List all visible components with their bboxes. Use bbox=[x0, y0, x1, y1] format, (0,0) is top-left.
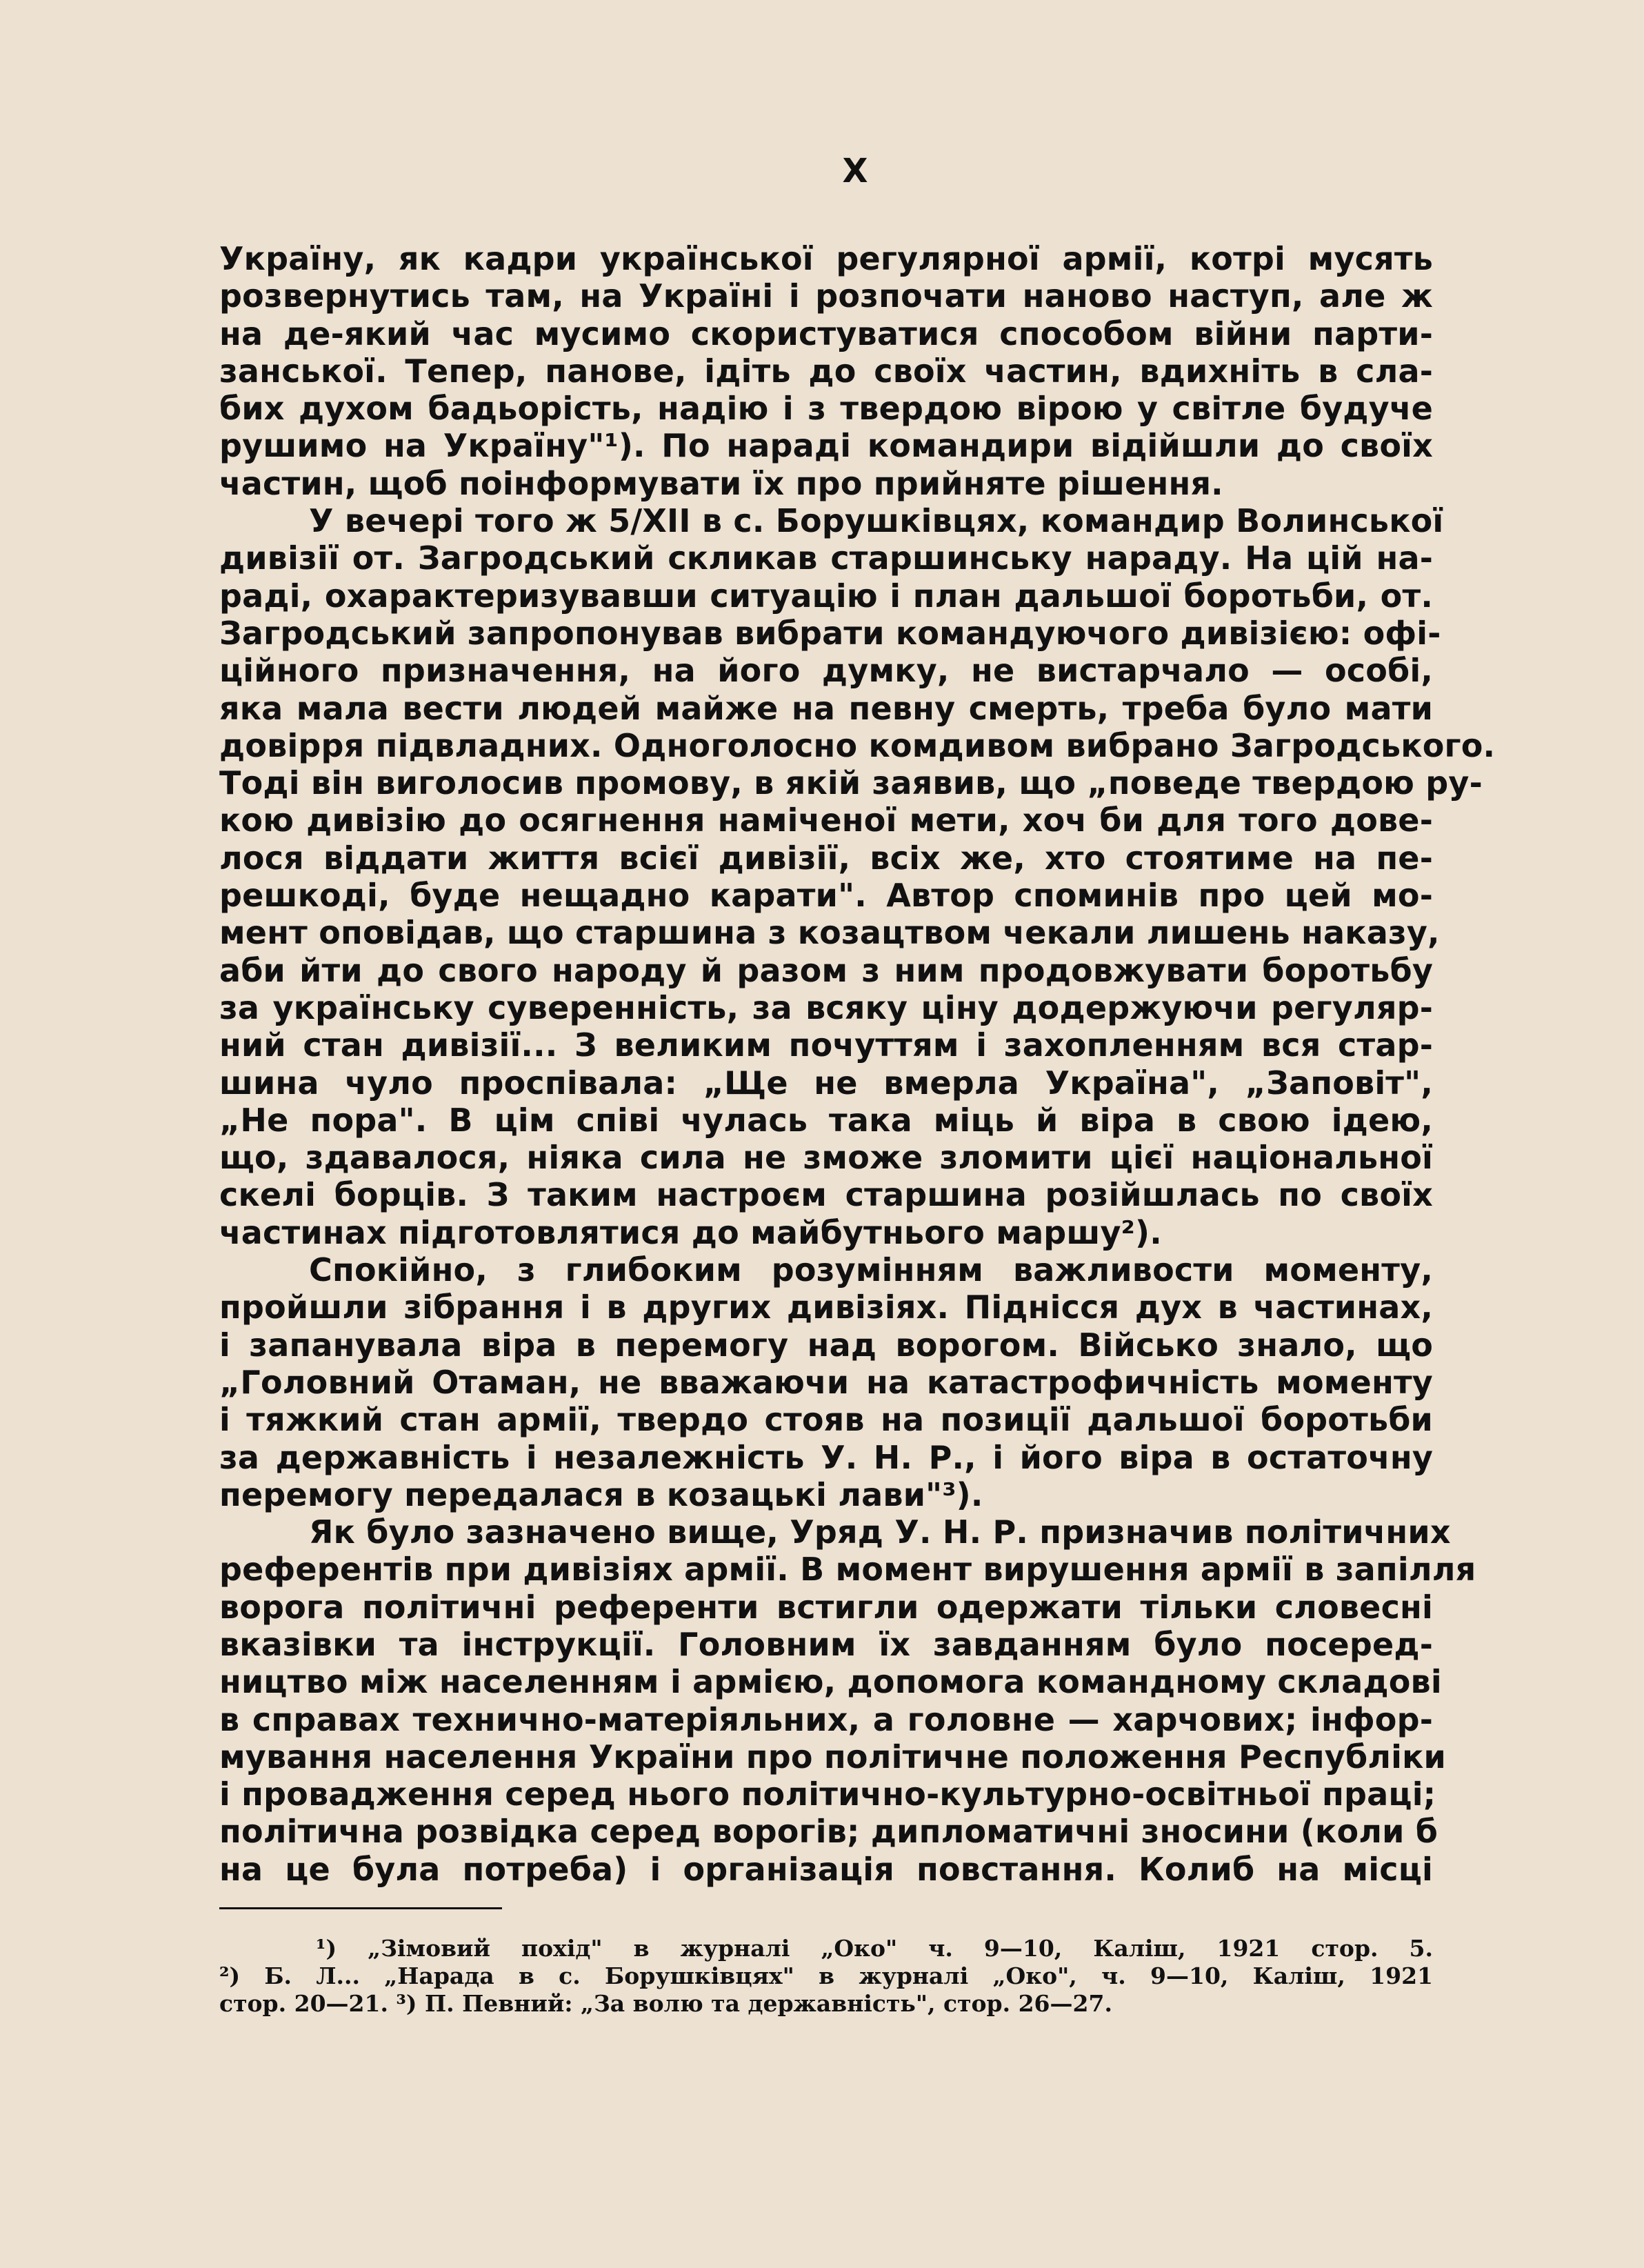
text-line: Тоді він виголосив промову, в якій заявив, що „поведе твердою ру- bbox=[219, 764, 1483, 802]
text-line: частинах підготовлятися до майбутнього маршу²). bbox=[219, 1213, 1162, 1251]
text-line: на це була потреба) і організація повстання. Колиб на місці bbox=[219, 1850, 1433, 1888]
text-line: і запанувала віра в перемогу над ворогом. Військо знало, що bbox=[219, 1326, 1433, 1364]
text-line: ційного призначення, на його думку, не вистарчало — особі, bbox=[219, 652, 1433, 690]
paragraph bbox=[219, 502, 1496, 1251]
paragraph bbox=[219, 1513, 1476, 1888]
text-line: раді, охарактеризувавши ситуацію і план дальшої боротьби, от. bbox=[219, 577, 1433, 615]
text-line: лося віддати життя всієї дивізії, всіх же, хто стоятиме на пе- bbox=[219, 839, 1433, 877]
text-line: бих духом бадьорість, надію і з твердою вірою у світле будуче bbox=[219, 390, 1433, 428]
footnote-line: ¹) „Зімовий похід" в журналі „Око" ч. 9—10, Каліш, 1921 стор. 5. bbox=[316, 1935, 1433, 1962]
text-line: У вечері того ж 5/XII в с. Борушківцях, командир Волинської bbox=[309, 502, 1444, 540]
footnote-line: стор. 20—21. ³) П. Певний: „За волю та державність", стор. 26—27. bbox=[219, 1990, 1112, 2017]
text-line: розвернутись там, на Україні і розпочати наново наступ, але ж bbox=[219, 277, 1433, 315]
text-line: мування населення України про політичне положення Республіки bbox=[219, 1738, 1446, 1775]
text-line: Загродський запропонував вибрати командуючого дивізією: офі- bbox=[219, 614, 1441, 652]
text-line: пройшли зібрання і в других дивізіях. Піднісся дух в частинах, bbox=[219, 1289, 1433, 1326]
text-line: занської. Тепер, панове, ідіть до своїх частин, вдихніть в сла- bbox=[219, 352, 1433, 390]
text-line: за українську суверенність, за всяку ціну додержуючи регуляр- bbox=[219, 988, 1433, 1026]
text-line: „Не пора". В цім співі чулась така міць й віра в свою ідею, bbox=[219, 1101, 1433, 1139]
text-line: ворога політичні референти встигли одержати тільки словесні bbox=[219, 1588, 1433, 1626]
page-number: X bbox=[842, 152, 868, 190]
text-line: що, здавалося, ніяка сила не зможе зломити цієї національної bbox=[219, 1139, 1433, 1177]
text-line: дивізії от. Загродський скликав старшинську нараду. На цій на- bbox=[219, 539, 1433, 577]
text-line: скелі борців. З таким настроєм старшина розійшлась по своїх bbox=[219, 1176, 1433, 1214]
text-line: шина чуло проспівала: „Ще не вмерла Україна", „Заповіт", bbox=[219, 1064, 1433, 1102]
text-line: кою дивізію до осягнення наміченої мети, хоч би для того дове- bbox=[219, 802, 1433, 839]
text-line: політична розвідка серед ворогів; дипломатичні зносини (коли б bbox=[219, 1813, 1438, 1851]
footnotes bbox=[219, 1935, 1433, 2018]
text-line: вказівки та інструкції. Головним їх завданням було посеред- bbox=[219, 1625, 1433, 1663]
text-line: за державність і незалежність У. Н. Р., і його віра в остаточну bbox=[219, 1438, 1433, 1476]
text-line: ний стан дивізії... З великим почуттям і захопленням вся стар- bbox=[219, 1026, 1433, 1064]
text-line: Україну, як кадри української регулярної армії, котрі мусять bbox=[219, 240, 1433, 277]
paragraph bbox=[219, 1251, 1433, 1513]
footnote-divider bbox=[219, 1907, 502, 1909]
text-line: і тяжкий стан армії, твердо стояв на позиції дальшої боротьби bbox=[219, 1401, 1433, 1439]
footnote-line: ²) Б. Л... „Нарада в с. Борушківцях" в журналі „Око", ч. 9—10, Каліш, 1921 bbox=[219, 1962, 1433, 1989]
text-line: частин, щоб поінформувати їх про прийняте рішення. bbox=[219, 464, 1223, 502]
text-line: мент оповідав, що старшина з козацтвом чекали лишень наказу, bbox=[219, 914, 1440, 952]
text-line: Спокійно, з глибоким розумінням важливости моменту, bbox=[309, 1251, 1433, 1289]
text-line: аби йти до свого народу й разом з ним продовжувати боротьбу bbox=[219, 951, 1433, 989]
text-line: референтів при дивізіях армії. В момент вирушення армії в запілля bbox=[219, 1551, 1476, 1589]
text-line: перемогу передалася в козацькі лави"³). bbox=[219, 1475, 983, 1513]
paragraph bbox=[219, 240, 1433, 502]
text-line: решкоді, буде нещадно карати". Автор споминів про цей мо- bbox=[219, 877, 1433, 915]
text-line: і провадження серед нього політично-культурно-освітньої праці; bbox=[219, 1775, 1436, 1813]
text-line: Як було зазначено вище, Уряд У. Н. Р. призначив політичних bbox=[309, 1513, 1451, 1551]
text-line: „Головний Отаман, не вважаючи на катастрофичність моменту bbox=[219, 1363, 1433, 1401]
text-line: ництво між населенням і армією, допомога командному складові bbox=[219, 1663, 1442, 1701]
text-line: в справах технично-матеріяльних, а головне — харчових; інфор- bbox=[219, 1700, 1433, 1738]
text-line: яка мала вести людей майже на певну смерть, треба було мати bbox=[219, 689, 1433, 727]
text-line: рушимо на Україну"¹). По нараді командири відійшли до своїх bbox=[219, 427, 1433, 465]
body-text bbox=[219, 240, 1496, 1888]
text-line: на де-який час мусимо скористуватися способом війни парти- bbox=[219, 315, 1433, 352]
text-line: довірря підвладних. Одноголосно комдивом вибрано Загродського. bbox=[219, 726, 1496, 764]
